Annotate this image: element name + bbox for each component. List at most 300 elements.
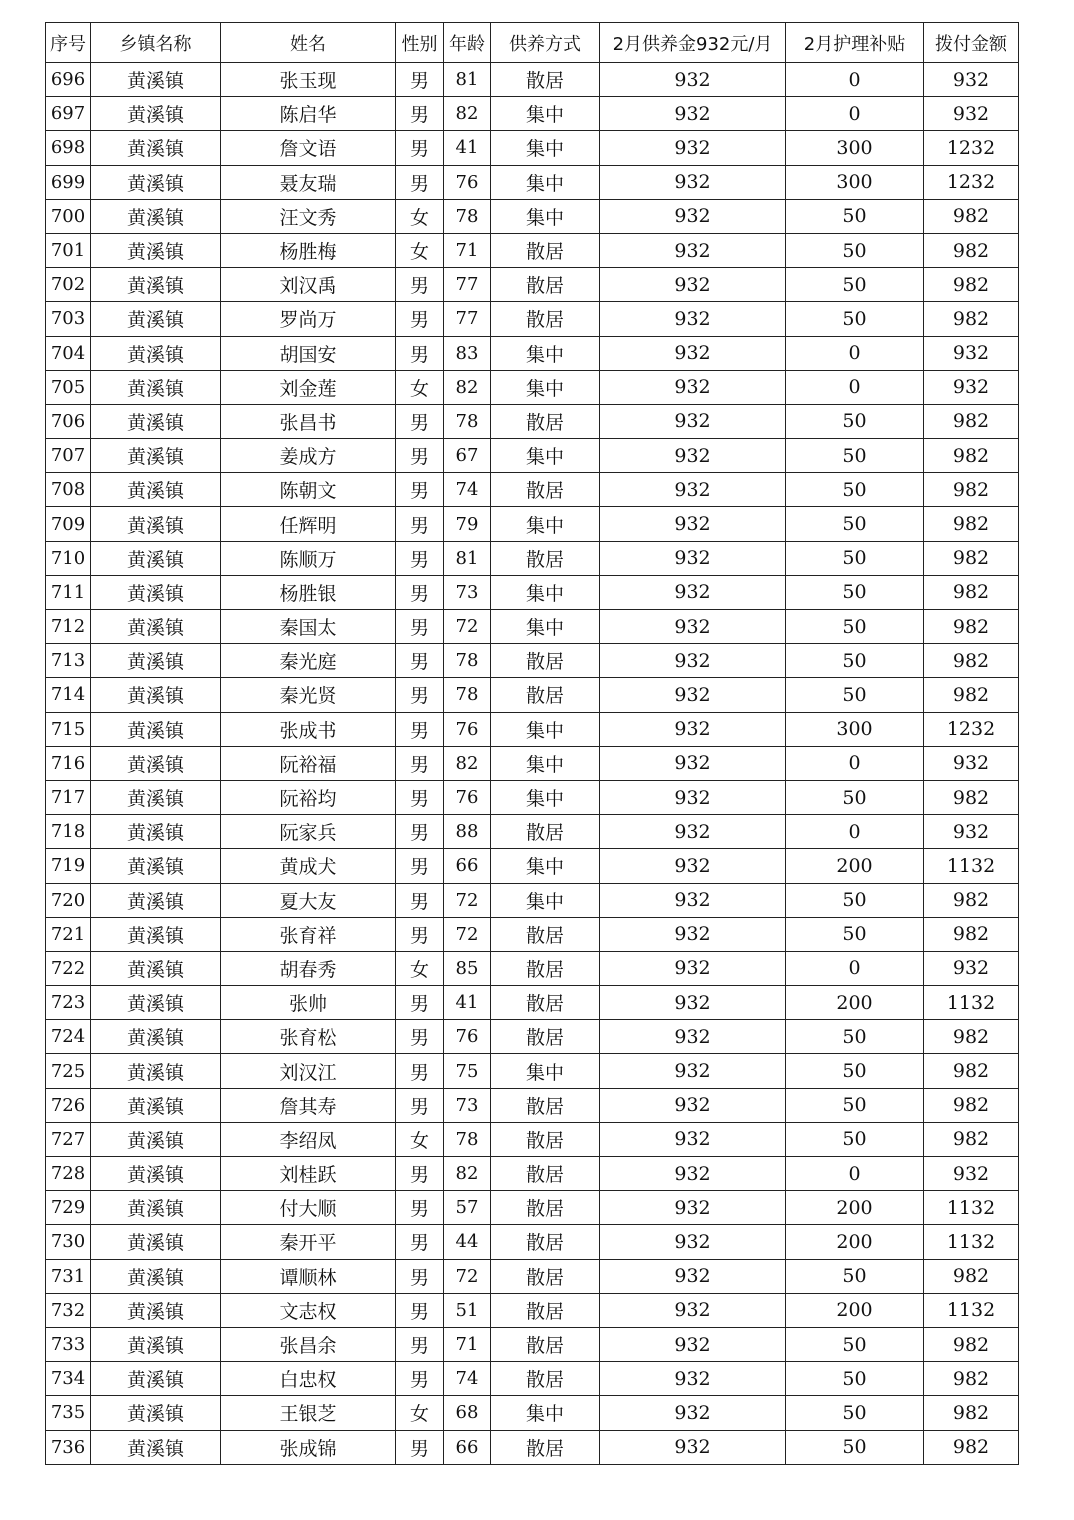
cell-name: 刘汉禹 — [221, 268, 396, 302]
cell-care-subsidy: 50 — [786, 1362, 924, 1396]
cell-support-fund: 932 — [600, 678, 786, 712]
cell-age: 78 — [444, 404, 491, 438]
cell-name: 阮裕均 — [221, 780, 396, 814]
cell-age: 72 — [444, 883, 491, 917]
cell-support-fund: 932 — [600, 131, 786, 165]
cell-gender: 女 — [396, 370, 444, 404]
cell-support-mode: 散居 — [491, 63, 600, 97]
cell-support-mode: 散居 — [491, 233, 600, 267]
cell-care-subsidy: 50 — [786, 1020, 924, 1054]
cell-care-subsidy: 300 — [786, 165, 924, 199]
table-row — [46, 1396, 1019, 1430]
cell-payment-amount: 1132 — [924, 1191, 1019, 1225]
table-row — [46, 233, 1019, 267]
cell-gender: 男 — [396, 1225, 444, 1259]
cell-payment-amount: 932 — [924, 1157, 1019, 1191]
cell-age: 73 — [444, 1088, 491, 1122]
cell-serial-number: 703 — [46, 302, 91, 336]
cell-support-mode: 散居 — [491, 1225, 600, 1259]
cell-township: 黄溪镇 — [91, 1396, 221, 1430]
cell-name: 付大顺 — [221, 1191, 396, 1225]
cell-support-fund: 932 — [600, 336, 786, 370]
cell-payment-amount: 982 — [924, 439, 1019, 473]
cell-support-fund: 932 — [600, 644, 786, 678]
cell-support-fund: 932 — [600, 268, 786, 302]
cell-gender: 男 — [396, 917, 444, 951]
table-row — [46, 404, 1019, 438]
cell-support-mode: 集中 — [491, 746, 600, 780]
cell-payment-amount: 982 — [924, 1020, 1019, 1054]
cell-township: 黄溪镇 — [91, 1020, 221, 1054]
cell-care-subsidy: 300 — [786, 131, 924, 165]
table-row — [46, 268, 1019, 302]
table-row — [46, 473, 1019, 507]
cell-name: 黄成犬 — [221, 849, 396, 883]
cell-name: 张育松 — [221, 1020, 396, 1054]
cell-age: 76 — [444, 165, 491, 199]
cell-township: 黄溪镇 — [91, 917, 221, 951]
allowance-table — [45, 22, 1019, 1465]
table-row — [46, 917, 1019, 951]
cell-gender: 男 — [396, 746, 444, 780]
cell-gender: 男 — [396, 268, 444, 302]
cell-care-subsidy: 0 — [786, 370, 924, 404]
cell-care-subsidy: 50 — [786, 541, 924, 575]
cell-support-fund: 932 — [600, 302, 786, 336]
cell-payment-amount: 932 — [924, 746, 1019, 780]
table-row — [46, 336, 1019, 370]
cell-gender: 女 — [396, 951, 444, 985]
cell-support-mode: 散居 — [491, 951, 600, 985]
cell-gender: 男 — [396, 575, 444, 609]
cell-care-subsidy: 0 — [786, 746, 924, 780]
cell-serial-number: 700 — [46, 199, 91, 233]
cell-gender: 女 — [396, 1122, 444, 1156]
cell-serial-number: 728 — [46, 1157, 91, 1191]
cell-payment-amount: 932 — [924, 370, 1019, 404]
cell-gender: 男 — [396, 1191, 444, 1225]
cell-support-fund: 932 — [600, 746, 786, 780]
cell-township: 黄溪镇 — [91, 712, 221, 746]
cell-serial-number: 707 — [46, 439, 91, 473]
cell-age: 57 — [444, 1191, 491, 1225]
cell-support-mode: 散居 — [491, 1157, 600, 1191]
cell-name: 陈启华 — [221, 97, 396, 131]
table-row — [46, 746, 1019, 780]
cell-serial-number: 736 — [46, 1430, 91, 1464]
cell-township: 黄溪镇 — [91, 746, 221, 780]
cell-support-mode: 散居 — [491, 1327, 600, 1361]
cell-gender: 男 — [396, 986, 444, 1020]
cell-gender: 男 — [396, 883, 444, 917]
cell-age: 68 — [444, 1396, 491, 1430]
cell-payment-amount: 982 — [924, 268, 1019, 302]
cell-name: 秦光贤 — [221, 678, 396, 712]
cell-support-mode: 散居 — [491, 1293, 600, 1327]
table-row — [46, 165, 1019, 199]
cell-name: 陈顺万 — [221, 541, 396, 575]
cell-payment-amount: 982 — [924, 404, 1019, 438]
table-row — [46, 883, 1019, 917]
cell-gender: 男 — [396, 1020, 444, 1054]
cell-gender: 女 — [396, 199, 444, 233]
cell-name: 阮裕福 — [221, 746, 396, 780]
cell-name: 陈朝文 — [221, 473, 396, 507]
cell-name: 秦开平 — [221, 1225, 396, 1259]
cell-care-subsidy: 0 — [786, 97, 924, 131]
cell-name: 夏大友 — [221, 883, 396, 917]
cell-support-mode: 散居 — [491, 1020, 600, 1054]
cell-support-mode: 散居 — [491, 1122, 600, 1156]
cell-care-subsidy: 200 — [786, 986, 924, 1020]
cell-gender: 男 — [396, 507, 444, 541]
cell-name: 张帅 — [221, 986, 396, 1020]
cell-payment-amount: 932 — [924, 97, 1019, 131]
cell-care-subsidy: 50 — [786, 1088, 924, 1122]
cell-serial-number: 720 — [46, 883, 91, 917]
cell-support-fund: 932 — [600, 1122, 786, 1156]
cell-care-subsidy: 200 — [786, 1191, 924, 1225]
header-name: 姓名 — [221, 23, 396, 63]
cell-age: 79 — [444, 507, 491, 541]
cell-name: 詹文语 — [221, 131, 396, 165]
cell-care-subsidy: 50 — [786, 678, 924, 712]
cell-township: 黄溪镇 — [91, 986, 221, 1020]
cell-care-subsidy: 50 — [786, 575, 924, 609]
cell-township: 黄溪镇 — [91, 883, 221, 917]
header-support-fund: 2月供养金932元/月 — [600, 23, 786, 63]
table-row — [46, 541, 1019, 575]
cell-gender: 男 — [396, 678, 444, 712]
cell-age: 76 — [444, 1020, 491, 1054]
cell-name: 张成锦 — [221, 1430, 396, 1464]
cell-support-fund: 932 — [600, 370, 786, 404]
table-row — [46, 302, 1019, 336]
cell-support-mode: 散居 — [491, 678, 600, 712]
cell-serial-number: 715 — [46, 712, 91, 746]
cell-support-fund: 932 — [600, 473, 786, 507]
cell-care-subsidy: 0 — [786, 336, 924, 370]
table-row — [46, 1020, 1019, 1054]
cell-gender: 男 — [396, 849, 444, 883]
cell-township: 黄溪镇 — [91, 541, 221, 575]
cell-support-mode: 集中 — [491, 199, 600, 233]
cell-township: 黄溪镇 — [91, 849, 221, 883]
cell-serial-number: 704 — [46, 336, 91, 370]
cell-payment-amount: 932 — [924, 951, 1019, 985]
cell-serial-number: 712 — [46, 610, 91, 644]
cell-support-fund: 932 — [600, 1293, 786, 1327]
cell-age: 72 — [444, 1259, 491, 1293]
cell-support-fund: 932 — [600, 951, 786, 985]
cell-age: 75 — [444, 1054, 491, 1088]
cell-name: 任辉明 — [221, 507, 396, 541]
cell-age: 78 — [444, 199, 491, 233]
cell-care-subsidy: 50 — [786, 1054, 924, 1088]
cell-gender: 男 — [396, 302, 444, 336]
cell-serial-number: 735 — [46, 1396, 91, 1430]
cell-gender: 男 — [396, 815, 444, 849]
cell-care-subsidy: 50 — [786, 439, 924, 473]
cell-serial-number: 699 — [46, 165, 91, 199]
table-row — [46, 1327, 1019, 1361]
cell-township: 黄溪镇 — [91, 404, 221, 438]
cell-support-fund: 932 — [600, 1020, 786, 1054]
cell-support-mode: 集中 — [491, 336, 600, 370]
cell-payment-amount: 982 — [924, 1259, 1019, 1293]
cell-township: 黄溪镇 — [91, 199, 221, 233]
table-row — [46, 1088, 1019, 1122]
cell-gender: 男 — [396, 131, 444, 165]
cell-township: 黄溪镇 — [91, 1259, 221, 1293]
cell-support-fund: 932 — [600, 780, 786, 814]
cell-gender: 男 — [396, 97, 444, 131]
cell-age: 71 — [444, 233, 491, 267]
cell-township: 黄溪镇 — [91, 165, 221, 199]
cell-care-subsidy: 50 — [786, 507, 924, 541]
cell-serial-number: 705 — [46, 370, 91, 404]
cell-township: 黄溪镇 — [91, 1225, 221, 1259]
cell-care-subsidy: 200 — [786, 849, 924, 883]
cell-support-fund: 932 — [600, 1362, 786, 1396]
cell-township: 黄溪镇 — [91, 370, 221, 404]
cell-support-mode: 散居 — [491, 1191, 600, 1225]
cell-care-subsidy: 50 — [786, 1396, 924, 1430]
cell-name: 杨胜梅 — [221, 233, 396, 267]
cell-serial-number: 711 — [46, 575, 91, 609]
cell-age: 76 — [444, 780, 491, 814]
cell-township: 黄溪镇 — [91, 1430, 221, 1464]
cell-care-subsidy: 200 — [786, 1225, 924, 1259]
cell-serial-number: 729 — [46, 1191, 91, 1225]
cell-name: 白忠权 — [221, 1362, 396, 1396]
cell-township: 黄溪镇 — [91, 678, 221, 712]
cell-support-mode: 集中 — [491, 849, 600, 883]
cell-payment-amount: 982 — [924, 233, 1019, 267]
cell-name: 秦光庭 — [221, 644, 396, 678]
cell-payment-amount: 982 — [924, 917, 1019, 951]
cell-name: 胡春秀 — [221, 951, 396, 985]
cell-gender: 男 — [396, 1157, 444, 1191]
cell-care-subsidy: 50 — [786, 780, 924, 814]
cell-township: 黄溪镇 — [91, 1362, 221, 1396]
cell-gender: 男 — [396, 473, 444, 507]
cell-payment-amount: 982 — [924, 1088, 1019, 1122]
table-row — [46, 439, 1019, 473]
cell-care-subsidy: 50 — [786, 1259, 924, 1293]
cell-township: 黄溪镇 — [91, 302, 221, 336]
header-age: 年龄 — [444, 23, 491, 63]
cell-support-mode: 散居 — [491, 1362, 600, 1396]
table-row — [46, 1122, 1019, 1156]
cell-payment-amount: 982 — [924, 644, 1019, 678]
cell-gender: 男 — [396, 63, 444, 97]
cell-payment-amount: 982 — [924, 1122, 1019, 1156]
cell-support-mode: 集中 — [491, 370, 600, 404]
cell-serial-number: 719 — [46, 849, 91, 883]
cell-payment-amount: 1232 — [924, 712, 1019, 746]
table-row — [46, 1259, 1019, 1293]
cell-age: 41 — [444, 131, 491, 165]
cell-payment-amount: 1132 — [924, 986, 1019, 1020]
cell-payment-amount: 982 — [924, 1430, 1019, 1464]
cell-support-fund: 932 — [600, 63, 786, 97]
cell-gender: 女 — [396, 233, 444, 267]
cell-support-mode: 集中 — [491, 165, 600, 199]
cell-care-subsidy: 50 — [786, 1122, 924, 1156]
cell-township: 黄溪镇 — [91, 1327, 221, 1361]
cell-serial-number: 732 — [46, 1293, 91, 1327]
cell-support-fund: 932 — [600, 439, 786, 473]
cell-township: 黄溪镇 — [91, 1157, 221, 1191]
cell-payment-amount: 982 — [924, 575, 1019, 609]
cell-age: 72 — [444, 610, 491, 644]
header-care-subsidy: 2月护理补贴 — [786, 23, 924, 63]
cell-support-mode: 散居 — [491, 473, 600, 507]
cell-support-fund: 932 — [600, 233, 786, 267]
cell-support-mode: 集中 — [491, 1054, 600, 1088]
cell-age: 78 — [444, 1122, 491, 1156]
cell-serial-number: 734 — [46, 1362, 91, 1396]
header-row — [46, 23, 1019, 63]
cell-gender: 男 — [396, 780, 444, 814]
cell-support-mode: 集中 — [491, 439, 600, 473]
cell-township: 黄溪镇 — [91, 233, 221, 267]
cell-care-subsidy: 0 — [786, 815, 924, 849]
cell-township: 黄溪镇 — [91, 439, 221, 473]
cell-age: 74 — [444, 1362, 491, 1396]
cell-support-fund: 932 — [600, 986, 786, 1020]
cell-township: 黄溪镇 — [91, 1088, 221, 1122]
cell-township: 黄溪镇 — [91, 1293, 221, 1327]
table-row — [46, 97, 1019, 131]
cell-gender: 男 — [396, 541, 444, 575]
cell-township: 黄溪镇 — [91, 1122, 221, 1156]
table-row — [46, 63, 1019, 97]
cell-support-mode: 散居 — [491, 917, 600, 951]
cell-support-fund: 932 — [600, 404, 786, 438]
cell-payment-amount: 932 — [924, 336, 1019, 370]
cell-care-subsidy: 300 — [786, 712, 924, 746]
cell-support-mode: 散居 — [491, 302, 600, 336]
cell-township: 黄溪镇 — [91, 780, 221, 814]
cell-township: 黄溪镇 — [91, 268, 221, 302]
cell-support-fund: 932 — [600, 610, 786, 644]
header-support-mode: 供养方式 — [491, 23, 600, 63]
cell-age: 77 — [444, 268, 491, 302]
table-row — [46, 951, 1019, 985]
cell-gender: 男 — [396, 1054, 444, 1088]
cell-name: 张昌书 — [221, 404, 396, 438]
cell-age: 66 — [444, 1430, 491, 1464]
cell-support-mode: 散居 — [491, 404, 600, 438]
table-row — [46, 1191, 1019, 1225]
cell-support-fund: 932 — [600, 507, 786, 541]
cell-gender: 男 — [396, 165, 444, 199]
cell-support-mode: 集中 — [491, 575, 600, 609]
cell-serial-number: 709 — [46, 507, 91, 541]
cell-age: 67 — [444, 439, 491, 473]
table-row — [46, 1225, 1019, 1259]
cell-name: 张育祥 — [221, 917, 396, 951]
header-gender: 性别 — [396, 23, 444, 63]
table-row — [46, 815, 1019, 849]
cell-support-fund: 932 — [600, 1327, 786, 1361]
cell-support-mode: 集中 — [491, 131, 600, 165]
cell-serial-number: 727 — [46, 1122, 91, 1156]
cell-name: 张昌余 — [221, 1327, 396, 1361]
cell-serial-number: 702 — [46, 268, 91, 302]
cell-payment-amount: 1132 — [924, 849, 1019, 883]
cell-name: 阮家兵 — [221, 815, 396, 849]
cell-age: 78 — [444, 644, 491, 678]
cell-name: 张成书 — [221, 712, 396, 746]
cell-age: 82 — [444, 97, 491, 131]
cell-age: 76 — [444, 712, 491, 746]
table-row — [46, 1293, 1019, 1327]
cell-support-mode: 散居 — [491, 815, 600, 849]
header-payment-amount: 拨付金额 — [924, 23, 1019, 63]
cell-payment-amount: 982 — [924, 507, 1019, 541]
table-row — [46, 131, 1019, 165]
cell-name: 杨胜银 — [221, 575, 396, 609]
cell-name: 谭顺林 — [221, 1259, 396, 1293]
cell-support-fund: 932 — [600, 849, 786, 883]
cell-age: 72 — [444, 917, 491, 951]
cell-support-mode: 散居 — [491, 1259, 600, 1293]
cell-name: 汪文秀 — [221, 199, 396, 233]
cell-payment-amount: 982 — [924, 1396, 1019, 1430]
cell-name: 胡国安 — [221, 336, 396, 370]
cell-support-fund: 932 — [600, 199, 786, 233]
cell-care-subsidy: 50 — [786, 883, 924, 917]
table-row — [46, 712, 1019, 746]
cell-payment-amount: 1232 — [924, 131, 1019, 165]
cell-support-fund: 932 — [600, 1430, 786, 1464]
cell-payment-amount: 982 — [924, 541, 1019, 575]
cell-name: 文志权 — [221, 1293, 396, 1327]
cell-support-fund: 932 — [600, 541, 786, 575]
cell-township: 黄溪镇 — [91, 1191, 221, 1225]
cell-serial-number: 717 — [46, 780, 91, 814]
cell-support-fund: 932 — [600, 1259, 786, 1293]
cell-serial-number: 730 — [46, 1225, 91, 1259]
cell-gender: 男 — [396, 712, 444, 746]
cell-support-mode: 集中 — [491, 712, 600, 746]
cell-payment-amount: 1132 — [924, 1293, 1019, 1327]
cell-support-mode: 散居 — [491, 1088, 600, 1122]
cell-support-mode: 集中 — [491, 97, 600, 131]
cell-support-fund: 932 — [600, 815, 786, 849]
cell-age: 66 — [444, 849, 491, 883]
cell-care-subsidy: 50 — [786, 233, 924, 267]
cell-age: 78 — [444, 678, 491, 712]
cell-payment-amount: 982 — [924, 1327, 1019, 1361]
cell-gender: 男 — [396, 404, 444, 438]
cell-name: 王银芝 — [221, 1396, 396, 1430]
cell-township: 黄溪镇 — [91, 507, 221, 541]
cell-payment-amount: 982 — [924, 610, 1019, 644]
cell-township: 黄溪镇 — [91, 473, 221, 507]
cell-serial-number: 697 — [46, 97, 91, 131]
cell-support-mode: 集中 — [491, 883, 600, 917]
cell-support-fund: 932 — [600, 917, 786, 951]
cell-payment-amount: 982 — [924, 780, 1019, 814]
table-row — [46, 780, 1019, 814]
cell-name: 李绍凤 — [221, 1122, 396, 1156]
cell-township: 黄溪镇 — [91, 815, 221, 849]
cell-name: 刘汉江 — [221, 1054, 396, 1088]
